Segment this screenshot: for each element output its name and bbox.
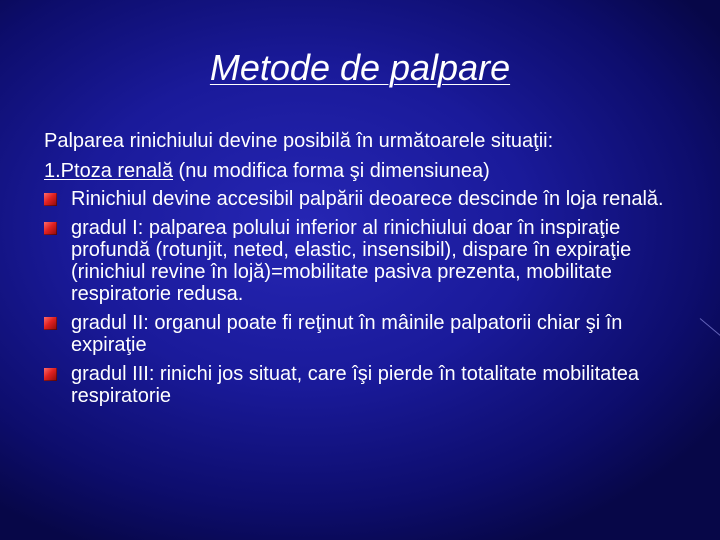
bullet-text: gradul I: palparea polului inferior al rinichiului doar în inspiraţie profundă (rotunjit, neted, elastic, insensibil), dispare în expiraţie (rinichiul revine în lojă)=mobilitate pasiva prezenta, mobilitate respiratorie redusa. <box>71 217 632 305</box>
red-square-bullet-icon <box>44 317 57 330</box>
subheading-rest: (nu modifica forma şi dimensiunea) <box>172 160 490 182</box>
bullet-item <box>44 188 694 210</box>
red-square-bullet-icon <box>44 193 57 206</box>
bullet-item <box>44 363 694 407</box>
bullet-text: gradul II: organul poate fi reţinut în mâinile palpatorii chiar şi în expiraţie <box>71 312 623 356</box>
intro-text: Palparea rinichiului devine posibilă în următoarele situaţii: <box>44 130 554 152</box>
red-square-bullet-icon <box>44 222 57 235</box>
slide-body <box>44 130 694 414</box>
bullet-item <box>44 217 694 305</box>
bullet-list <box>44 188 694 407</box>
subheading-underlined: 1.Ptoza renală <box>44 160 173 182</box>
red-square-bullet-icon <box>44 368 57 381</box>
bullet-text: Rinichiul devine accesibil palpării deoarece descinde în loja renală. <box>71 188 664 210</box>
bullet-item <box>44 312 694 356</box>
slide-title: Metode de palpare <box>209 47 511 88</box>
subheading <box>44 160 694 182</box>
decorative-line <box>700 318 720 342</box>
bullet-text: gradul III: rinichi jos situat, care îşi pierde în totalitate mobilitatea respiratorie <box>71 363 640 407</box>
